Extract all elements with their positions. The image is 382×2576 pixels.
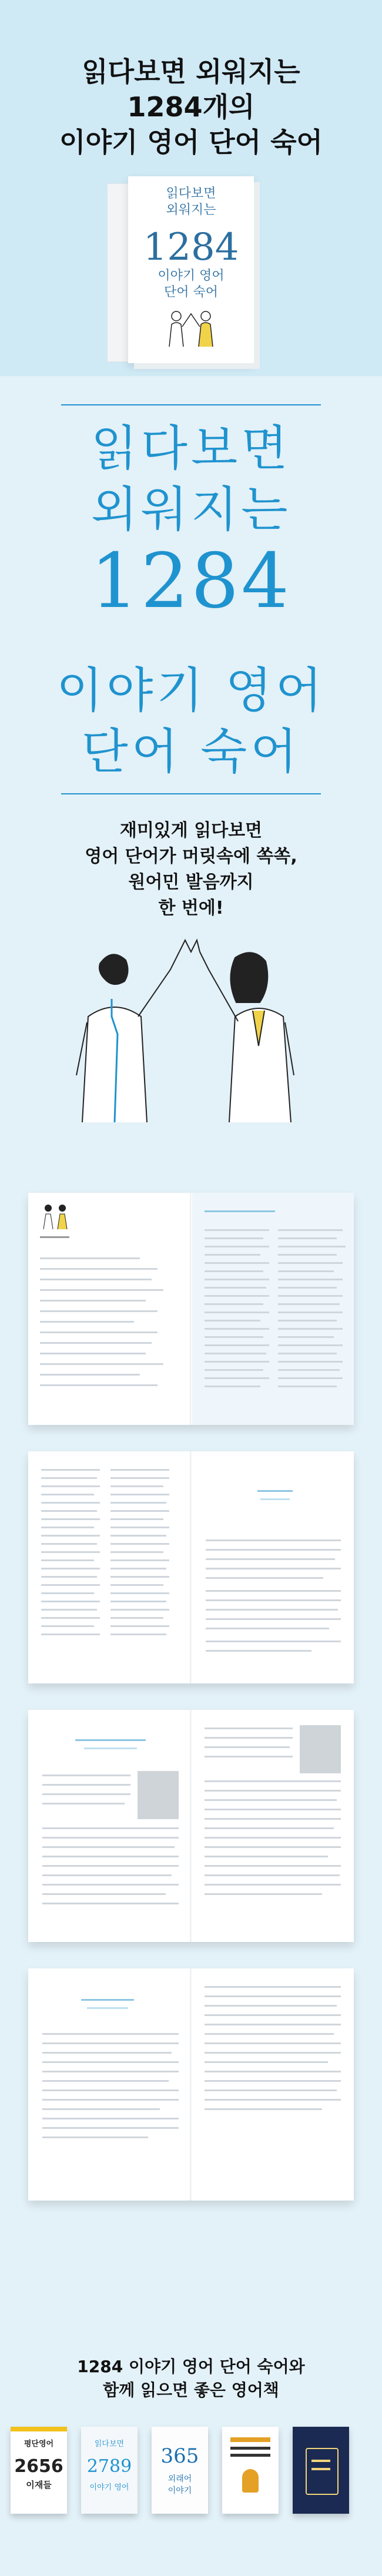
book-cover-line4: 단어 숙어 — [163, 285, 218, 300]
related-book-cover-4[interactable] — [222, 2427, 279, 2514]
tagline — [0, 818, 382, 921]
tagline-line2: 영어 단어가 머릿속에 쏙쏙, — [85, 846, 297, 867]
big-title-number: 1284 — [91, 538, 291, 625]
book-cover-line3: 이야기 영어 — [158, 269, 224, 283]
related-book-cover-1[interactable]: 평단영어 2656 이재들 — [11, 2427, 67, 2514]
big-title-line4: 단어 숙어 — [81, 724, 301, 780]
hero-title-line2: 1284개의 — [127, 91, 255, 123]
title-bottom-divider — [61, 793, 321, 794]
big-title-block-2 — [0, 660, 382, 783]
hero-title — [0, 54, 382, 160]
big-title-line2: 외워지는 — [91, 482, 291, 538]
big-title-block-1 — [0, 418, 382, 541]
book-cover-line2: 외워지는 — [166, 203, 216, 217]
book-cover-number: 1284 — [143, 226, 239, 269]
book-cover-line1: 읽다보면 — [166, 186, 216, 201]
related-book-cover-5[interactable] — [293, 2427, 349, 2514]
hero-section — [0, 0, 382, 376]
book-spread-index — [28, 1451, 354, 1683]
related-books-title-line1: 1284 이야기 영어 단어 숙어와 — [77, 2357, 305, 2376]
book-spread-biography — [28, 1710, 354, 1942]
hero-title-line3: 이야기 영어 단어 숙어 — [59, 126, 323, 158]
portrait-photo-1 — [138, 1771, 179, 1819]
book-cover-illustration — [159, 309, 223, 347]
hero-title-line1: 읽다보면 외워지는 — [82, 56, 300, 88]
tagline-line1: 재미있게 읽다보면 — [119, 820, 263, 841]
related-books-title — [0, 2355, 382, 2402]
title-top-divider — [61, 404, 321, 405]
related-book-cover-3[interactable]: 365 외래어 이야기 — [152, 2427, 208, 2514]
related-book-cover-2[interactable]: 읽다보면 2789 이야기 영어 — [81, 2427, 138, 2514]
big-title-line1: 읽다보면 — [91, 421, 291, 477]
related-books-title-line2: 함께 읽으면 좋은 영어책 — [103, 2380, 279, 2400]
book-cover-3d — [128, 176, 254, 363]
tagline-line4: 한 번에! — [158, 898, 224, 918]
high-five-illustration — [59, 928, 323, 1122]
book-spread-story — [28, 1968, 354, 2201]
book-spread-contents — [28, 1193, 354, 1425]
portrait-photo-2 — [300, 1725, 341, 1773]
big-title-line3: 이야기 영어 — [56, 663, 326, 719]
spread1-illustration — [38, 1202, 73, 1229]
tagline-line3: 원어민 발음까지 — [128, 872, 254, 893]
